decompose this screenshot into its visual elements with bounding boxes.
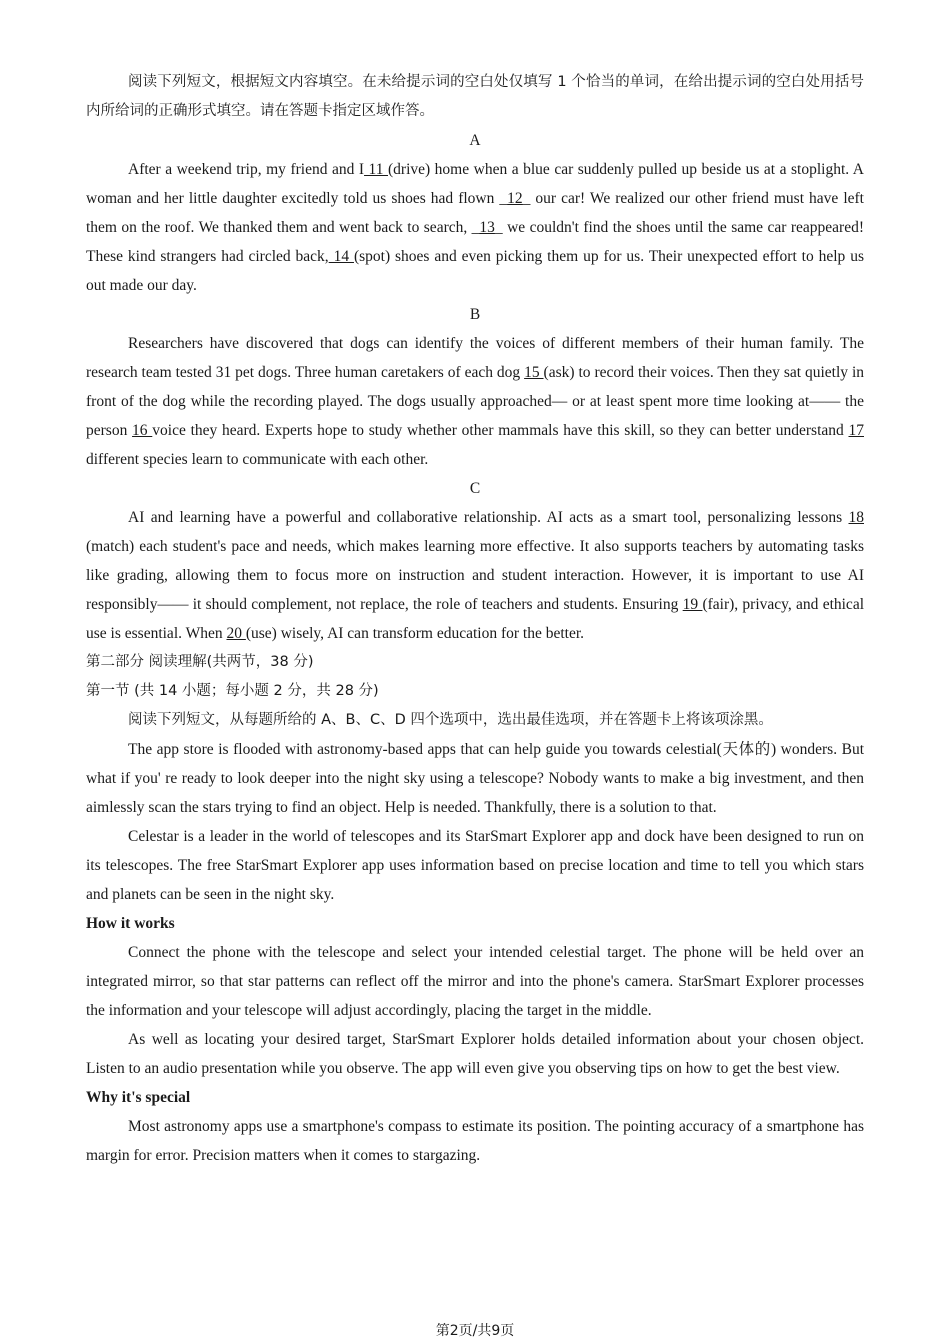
blank-20: 20 bbox=[226, 625, 246, 642]
blank-12: 12 bbox=[507, 190, 523, 207]
passage-c: AI and learning have a powerful and collaborative relationship. AI acts as a smart tool, personalizing lessons 18 (match) each student's pace and needs, which makes learning more effective. It also supports teachers by automating tasks like grading, allowing them to focus more on instruction and student interaction. However, it is important to use AI responsibly—— it should complement, not replace, the role of teachers and students. Ensuring 19 (fair), privacy, and ethical use is essential. When 20 (use) wisely, AI can transform education for the better. bbox=[86, 509, 865, 642]
article-paragraph-2: Celestar is a leader in the world of telescopes and its StarSmart Explorer app and dock have been designed to run on its telescopes. The free StarSmart Explorer app uses information based on precise location and time to tell you which stars and planets can be seen in the night sky. bbox=[86, 828, 864, 903]
article-paragraph-5: Most astronomy apps use a smartphone's compass to estimate its position. The pointing accuracy of a smartphone has margin for error. Precision matters when it comes to stargazing. bbox=[86, 1118, 864, 1164]
reading-instructions: 阅读下列短文，从每题所给的 A、B、C、D 四个选项中，选出最佳选项，并在答题卡上将该项涂黑。 bbox=[128, 712, 773, 728]
blank-16: 16 bbox=[132, 422, 153, 439]
blank-15: 15 bbox=[524, 364, 544, 381]
article-paragraph-3: Connect the phone with the telescope and select your intended celestial target. The phone will be held over an integrated mirror, so that star patterns can reflect off the mirror and into the phone's camera. StarSmart Explorer processes the information and your telescope will adjust accordingly, placing the target in the middle. bbox=[86, 944, 864, 1019]
fill-instructions: 阅读下列短文，根据短文内容填空。在未给提示词的空白处仅填写 1 个恰当的单词，在给出提示词的空白处用括号内所给词的正确形式填空。请在答题卡指定区域作答。 bbox=[86, 74, 864, 119]
blank-18: 18 bbox=[848, 509, 864, 526]
heading-how-it-works: How it works bbox=[86, 915, 175, 932]
page-number: 第2页/共9页 bbox=[435, 1323, 515, 1339]
blank-13: 13 bbox=[479, 219, 495, 236]
part-two-subheading: 第一节 (共 14 小题；每小题 2 分，共 28 分) bbox=[86, 683, 379, 699]
passage-a: After a weekend trip, my friend and I 11 (drive) home when a blue car suddenly pulled up beside us at a stoplight. A woman and her little daughter excitedly told us shoes had flown _12_ our car! We realized our other friend must have left them on the roof. We thanked them and went back to search, _13_ we couldn't find the shoes until the same car reappeared! These kind strangers had circled back, 14 (spot) shoes and even picking them up for us. Their unexpected effort to help us out made our day. bbox=[86, 161, 865, 294]
article-paragraph-1: The app store is flooded with astronomy-based apps that can help guide you towards celestial(天体的) wonders. But what if you' re ready to look deeper into the night sky using a telescope? Nobody wants to make a big investment, and then aimlessly scan the stars trying to find an object. Help is needed. Thankfully, there is a solution to that. bbox=[86, 741, 864, 816]
blank-17: 17 bbox=[848, 422, 864, 439]
blank-14: 14 bbox=[328, 248, 354, 265]
blank-19: 19 bbox=[682, 596, 703, 613]
blank-11: 11 bbox=[364, 161, 388, 178]
passage-b: Researchers have discovered that dogs can identify the voices of different members of their human family. The research team tested 31 pet dogs. Three human caretakers of each dog 15 (ask) to record their voices. Then they sat quietly in front of the dog while the recording played. The dogs usually approached— or at least spent more time looking at—— the person 16 voice they heard. Experts hope to study whether other mammals have this skill, so they can better understand 17 different species learn to communicate with each other. bbox=[86, 335, 865, 468]
passage-c-label: C bbox=[469, 480, 481, 497]
article-paragraph-4: As well as locating your desired target, StarSmart Explorer holds detailed information about your chosen object. Listen to an audio presentation while you observe. The app will even give you observing tips on how to get the best view. bbox=[86, 1031, 864, 1077]
part-two-heading: 第二部分 阅读理解(共两节，38 分) bbox=[86, 654, 314, 670]
passage-a-label: A bbox=[469, 132, 481, 149]
passage-b-label: B bbox=[469, 306, 481, 323]
page-content bbox=[86, 68, 864, 1170]
heading-why-special: Why it's special bbox=[86, 1089, 191, 1106]
